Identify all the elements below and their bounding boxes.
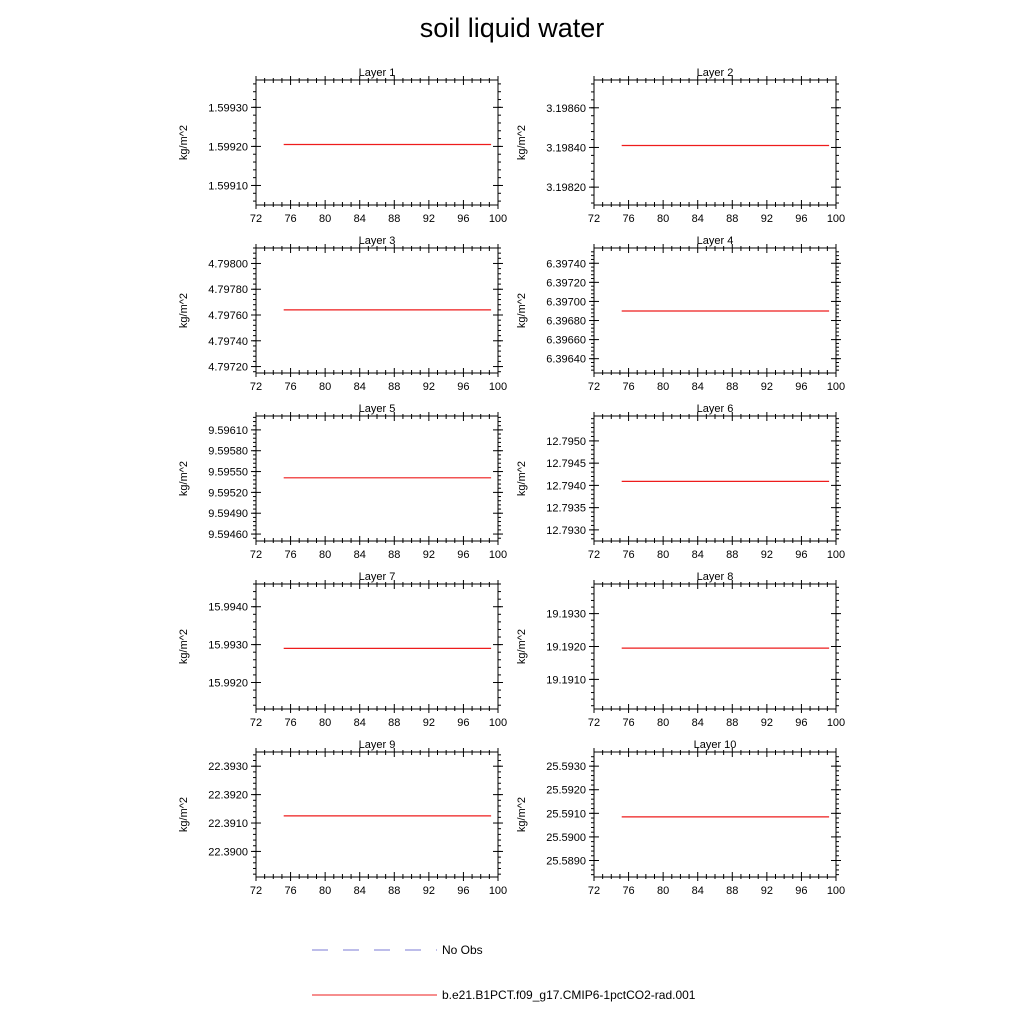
- x-tick-label: 88: [726, 381, 739, 393]
- panel-title: Layer 6: [696, 403, 734, 415]
- plot-frame: [256, 416, 498, 541]
- panel-layer-1: [178, 67, 507, 225]
- x-tick-label: 100: [488, 717, 508, 729]
- y-tick-label: 12.7950: [546, 435, 586, 448]
- y-tick-label: 25.5890: [546, 855, 586, 868]
- x-tick-label: 88: [388, 213, 401, 225]
- y-axis-label: kg/m^2: [516, 796, 528, 833]
- x-tick-label: 100: [826, 549, 846, 561]
- x-tick-label: 84: [691, 213, 704, 225]
- x-tick-label: 80: [319, 213, 332, 225]
- plot-frame: [256, 80, 498, 205]
- x-tick-label: 72: [587, 213, 601, 225]
- panel-layer-4: [516, 235, 845, 393]
- x-tick-label: 72: [249, 717, 263, 729]
- y-tick-label: 25.5920: [546, 784, 586, 797]
- panel-layer-9: [178, 739, 507, 897]
- x-tick-label: 88: [726, 717, 739, 729]
- x-tick-label: 96: [795, 717, 808, 729]
- y-tick-label: 9.59490: [208, 508, 248, 521]
- x-tick-label: 80: [657, 717, 670, 729]
- panel-layer-3: [178, 235, 507, 393]
- x-tick-label: 76: [622, 213, 635, 225]
- y-tick-label: 4.79780: [208, 284, 248, 297]
- x-tick-label: 88: [726, 549, 739, 561]
- x-tick-label: 80: [319, 381, 332, 393]
- x-tick-label: 72: [587, 549, 601, 561]
- panel-layer-2: [516, 67, 845, 225]
- y-tick-label: 9.59520: [208, 487, 248, 500]
- x-tick-label: 80: [657, 381, 670, 393]
- y-tick-label: 6.39680: [546, 315, 586, 328]
- x-tick-label: 80: [657, 213, 670, 225]
- y-tick-label: 3.19860: [546, 102, 586, 115]
- x-tick-label: 92: [760, 717, 773, 729]
- panel-title: Layer 7: [358, 571, 396, 583]
- panel-title: Layer 10: [693, 739, 737, 751]
- x-tick-label: 76: [622, 381, 635, 393]
- x-tick-label: 84: [353, 885, 366, 897]
- panel-title: Layer 2: [696, 67, 734, 79]
- y-axis-label: kg/m^2: [516, 292, 528, 329]
- x-tick-label: 84: [353, 549, 366, 561]
- x-tick-label: 84: [353, 213, 366, 225]
- y-tick-label: 25.5930: [546, 761, 586, 774]
- x-tick-label: 96: [457, 885, 470, 897]
- y-tick-label: 1.59920: [208, 141, 248, 154]
- y-tick-label: 12.7940: [546, 480, 586, 493]
- x-tick-label: 84: [691, 885, 704, 897]
- x-tick-label: 76: [284, 717, 297, 729]
- x-tick-label: 88: [388, 885, 401, 897]
- y-tick-label: 25.5900: [546, 831, 586, 844]
- x-tick-label: 96: [795, 213, 808, 225]
- x-tick-label: 92: [760, 885, 773, 897]
- panel-title: Layer 4: [696, 235, 734, 247]
- x-tick-label: 92: [422, 885, 435, 897]
- x-tick-label: 92: [760, 381, 773, 393]
- x-tick-label: 84: [353, 381, 366, 393]
- x-tick-label: 72: [249, 885, 263, 897]
- x-tick-label: 96: [795, 885, 808, 897]
- x-tick-label: 100: [488, 381, 508, 393]
- y-tick-label: 15.9940: [208, 601, 248, 614]
- x-tick-label: 76: [284, 549, 297, 561]
- x-tick-label: 96: [457, 717, 470, 729]
- panel-title: Layer 3: [358, 235, 396, 247]
- y-tick-label: 1.59930: [208, 102, 248, 115]
- x-tick-label: 96: [457, 381, 470, 393]
- legend-label: No Obs: [442, 943, 483, 957]
- panel-title: Layer 9: [358, 739, 396, 751]
- x-tick-label: 80: [319, 549, 332, 561]
- x-tick-label: 76: [284, 885, 297, 897]
- y-tick-label: 9.59550: [208, 466, 248, 479]
- y-tick-label: 22.3900: [208, 846, 248, 859]
- panel-layer-5: [178, 403, 507, 561]
- x-tick-label: 100: [826, 213, 846, 225]
- y-tick-label: 15.9920: [208, 677, 248, 690]
- y-axis-label: kg/m^2: [516, 124, 528, 161]
- x-tick-label: 92: [422, 717, 435, 729]
- x-tick-label: 72: [249, 549, 263, 561]
- x-tick-label: 80: [319, 717, 332, 729]
- y-tick-label: 1.59910: [208, 180, 248, 193]
- x-tick-label: 72: [249, 213, 263, 225]
- x-tick-label: 76: [622, 549, 635, 561]
- y-tick-label: 19.1930: [546, 608, 586, 621]
- y-tick-label: 6.39720: [546, 277, 586, 290]
- x-tick-label: 76: [622, 885, 635, 897]
- y-axis-label: kg/m^2: [516, 460, 528, 497]
- plot-frame: [594, 752, 836, 877]
- figure-title: soil liquid water: [419, 13, 605, 43]
- x-tick-label: 76: [284, 213, 297, 225]
- y-tick-label: 12.7930: [546, 524, 586, 537]
- x-tick-label: 100: [826, 381, 846, 393]
- x-tick-label: 92: [760, 549, 773, 561]
- x-tick-label: 92: [760, 213, 773, 225]
- y-tick-label: 25.5910: [546, 808, 586, 821]
- y-tick-label: 19.1910: [546, 674, 586, 687]
- y-tick-label: 3.19820: [546, 182, 586, 195]
- y-tick-label: 9.59580: [208, 445, 248, 458]
- x-tick-label: 80: [657, 549, 670, 561]
- x-tick-label: 96: [795, 549, 808, 561]
- y-tick-label: 4.79720: [208, 361, 248, 374]
- x-tick-label: 88: [388, 717, 401, 729]
- panel-layer-8: [516, 571, 845, 729]
- x-tick-label: 88: [726, 213, 739, 225]
- y-tick-label: 4.79800: [208, 258, 248, 271]
- legend-label: b.e21.B1PCT.f09_g17.CMIP6-1pctCO2-rad.001: [442, 988, 696, 1002]
- plot-frame: [256, 584, 498, 709]
- y-tick-label: 19.1920: [546, 641, 586, 654]
- x-tick-label: 88: [726, 885, 739, 897]
- y-tick-label: 6.39700: [546, 296, 586, 309]
- x-tick-label: 96: [457, 213, 470, 225]
- plot-frame: [256, 752, 498, 877]
- x-tick-label: 88: [388, 549, 401, 561]
- x-tick-label: 92: [422, 381, 435, 393]
- y-tick-label: 6.39640: [546, 353, 586, 366]
- x-tick-label: 92: [422, 549, 435, 561]
- x-tick-label: 88: [388, 381, 401, 393]
- x-tick-label: 84: [691, 381, 704, 393]
- x-tick-label: 92: [422, 213, 435, 225]
- x-tick-label: 100: [488, 549, 508, 561]
- x-tick-label: 96: [795, 381, 808, 393]
- x-tick-label: 84: [691, 549, 704, 561]
- x-tick-label: 72: [587, 381, 601, 393]
- x-tick-label: 72: [587, 885, 601, 897]
- x-tick-label: 80: [657, 885, 670, 897]
- x-tick-label: 76: [284, 381, 297, 393]
- panel-layer-7: [178, 571, 507, 729]
- y-tick-label: 12.7935: [546, 502, 586, 515]
- x-tick-label: 76: [622, 717, 635, 729]
- plot-frame: [594, 416, 836, 541]
- x-tick-label: 100: [488, 213, 508, 225]
- x-tick-label: 100: [826, 717, 846, 729]
- panel-title: Layer 1: [358, 67, 396, 79]
- y-tick-label: 15.9930: [208, 639, 248, 652]
- plot-frame: [594, 80, 836, 205]
- y-tick-label: 4.79760: [208, 310, 248, 323]
- x-tick-label: 100: [488, 885, 508, 897]
- panel-layer-6: [516, 403, 845, 561]
- y-tick-label: 9.59460: [208, 529, 248, 542]
- y-tick-label: 6.39660: [546, 334, 586, 347]
- panel-layer-10: [516, 739, 845, 897]
- x-tick-label: 96: [457, 549, 470, 561]
- y-tick-label: 12.7945: [546, 458, 586, 471]
- y-tick-label: 9.59610: [208, 424, 248, 437]
- x-tick-label: 84: [691, 717, 704, 729]
- y-tick-label: 22.3920: [208, 789, 248, 802]
- y-axis-label: kg/m^2: [178, 628, 190, 665]
- y-axis-label: kg/m^2: [178, 460, 190, 497]
- x-tick-label: 100: [826, 885, 846, 897]
- legend: [312, 943, 696, 1002]
- plot-frame: [594, 584, 836, 709]
- y-axis-label: kg/m^2: [516, 628, 528, 665]
- y-tick-label: 4.79740: [208, 335, 248, 348]
- y-tick-label: 3.19840: [546, 142, 586, 155]
- y-axis-label: kg/m^2: [178, 124, 190, 161]
- y-tick-label: 22.3910: [208, 818, 248, 831]
- y-axis-label: kg/m^2: [178, 292, 190, 329]
- y-tick-label: 22.3930: [208, 761, 248, 774]
- x-tick-label: 84: [353, 717, 366, 729]
- x-tick-label: 80: [319, 885, 332, 897]
- y-tick-label: 6.39740: [546, 258, 586, 271]
- x-tick-label: 72: [587, 717, 601, 729]
- x-tick-label: 72: [249, 381, 263, 393]
- y-axis-label: kg/m^2: [178, 796, 190, 833]
- panel-title: Layer 8: [696, 571, 734, 583]
- panel-title: Layer 5: [358, 403, 396, 415]
